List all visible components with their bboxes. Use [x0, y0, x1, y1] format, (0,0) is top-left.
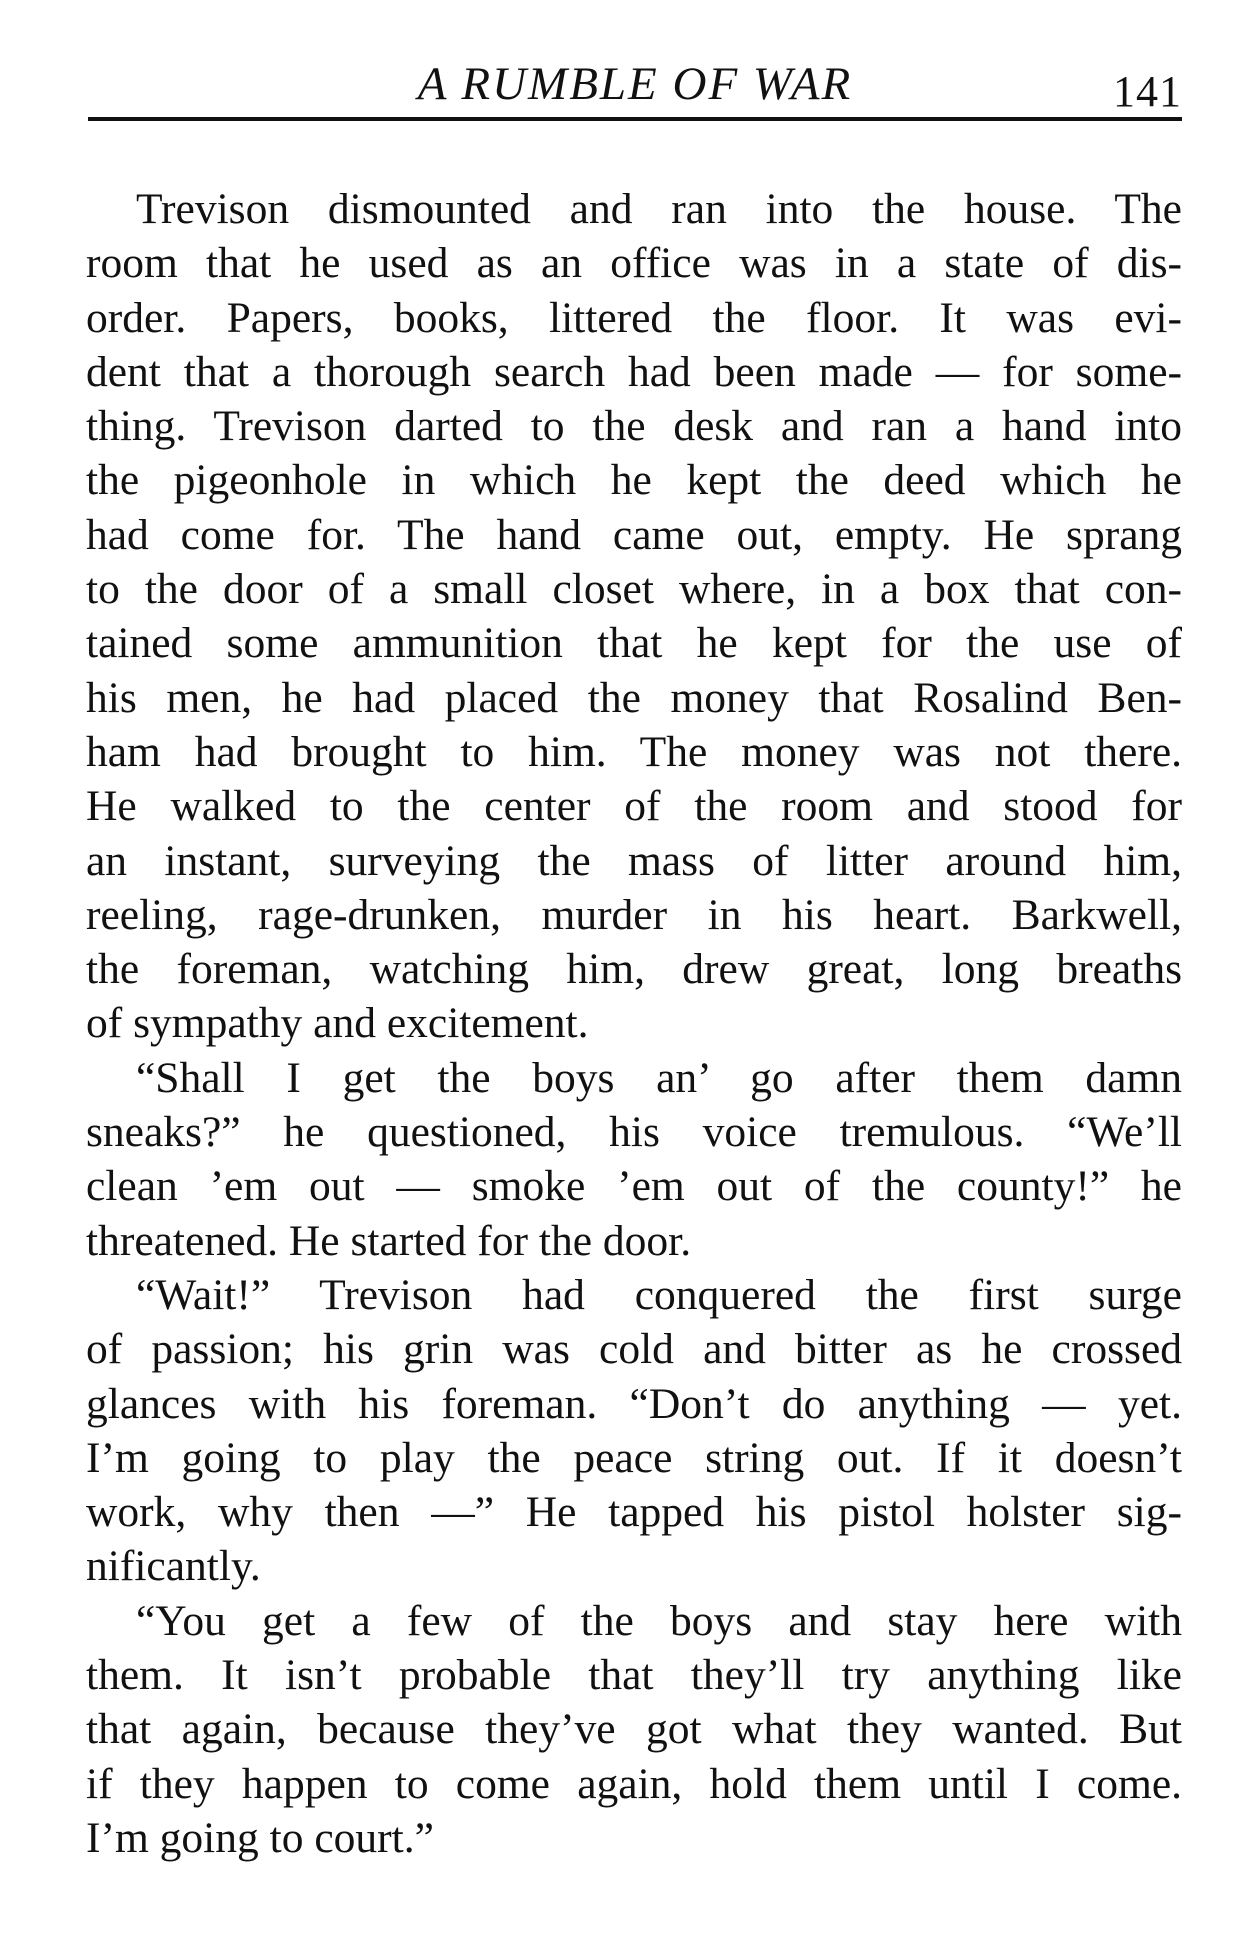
text-line: dent that a thorough search had been made — for some-: [86, 347, 1182, 396]
header-rule: [88, 117, 1182, 121]
text-line: an instant, surveying the mass of litter around him,: [86, 836, 1182, 885]
text-line: work, why then —” He tapped his pistol holster sig-: [86, 1488, 1182, 1537]
text-line: room that he used as an office was in a state of dis-: [86, 239, 1182, 288]
paragraph: [86, 182, 1182, 1051]
text-line: Trevison dismounted and ran into the house. The: [136, 185, 1182, 233]
text-line: reeling, rage-drunken, murder in his heart. Barkwell,: [86, 890, 1182, 939]
text-line: He walked to the center of the room and stood for: [86, 782, 1182, 831]
text-line: I’m going to play the peace string out. If it doesn’t: [86, 1433, 1182, 1482]
paragraph: [86, 1051, 1182, 1268]
text-line: of passion; his grin was cold and bitter as he crossed: [86, 1325, 1182, 1374]
text-line: nificantly.: [86, 1542, 261, 1591]
text-line: sneaks?” he questioned, his voice tremulous. “We’ll: [86, 1108, 1182, 1157]
running-head: [88, 52, 1182, 122]
text-line: his men, he had placed the money that Rosalind Ben-: [86, 673, 1182, 722]
text-line: clean ’em out — smoke ’em out of the county!” he: [86, 1162, 1182, 1211]
text-line: threatened. He started for the door.: [86, 1216, 692, 1265]
text-line: tained some ammunition that he kept for the use of: [86, 619, 1182, 668]
text-line: thing. Trevison darted to the desk and ran a hand into: [86, 402, 1182, 451]
text-line: ham had brought to him. The money was not there.: [86, 727, 1182, 776]
text-line: if they happen to come again, hold them until I come.: [86, 1759, 1182, 1808]
paragraph: [86, 1268, 1182, 1594]
running-title: A RUMBLE OF WAR: [417, 58, 853, 110]
text-line: I’m going to court.”: [86, 1813, 434, 1862]
text-line: of sympathy and excitement.: [86, 999, 589, 1048]
paragraph: [86, 1594, 1182, 1865]
text-line: “Shall I get the boys an’ go after them damn: [136, 1053, 1182, 1102]
body-text: [86, 182, 1182, 1865]
text-line: them. It isn’t probable that they’ll try anything like: [86, 1651, 1182, 1700]
text-line: had come for. The hand came out, empty. He sprang: [86, 510, 1182, 559]
text-line: glances with his foreman. “Don’t do anything — yet.: [86, 1379, 1182, 1428]
page-number: 141: [1113, 67, 1182, 116]
text-line: the pigeonhole in which he kept the deed which he: [86, 456, 1182, 505]
text-line: the foreman, watching him, drew great, long breaths: [86, 945, 1182, 994]
text-line: order. Papers, books, littered the floor. It was evi-: [86, 293, 1182, 342]
text-line: “You get a few of the boys and stay here with: [136, 1596, 1182, 1645]
text-line: to the door of a small closet where, in a box that con-: [86, 565, 1182, 614]
text-line: “Wait!” Trevison had conquered the first surge: [136, 1270, 1182, 1319]
text-line: that again, because they’ve got what they wanted. But: [86, 1705, 1182, 1754]
